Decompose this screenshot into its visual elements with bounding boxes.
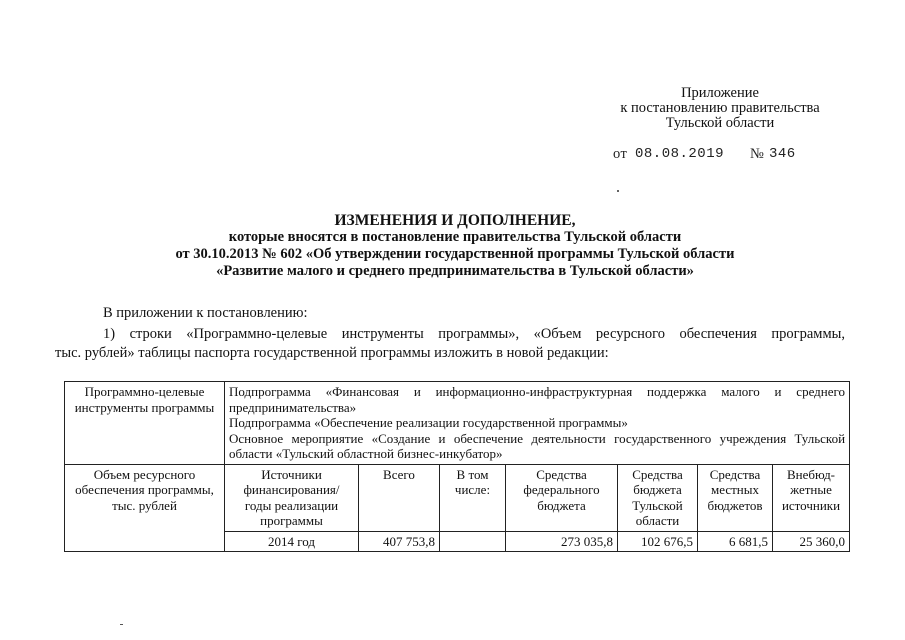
header-regional: Средства бюджета Тульской области <box>618 464 698 531</box>
header-total: Всего <box>359 464 440 531</box>
table-row <box>65 382 850 465</box>
header-extra: Внебюд-жетные источники <box>773 464 850 531</box>
body-paragraph-2-line2: тыс. рублей» таблицы паспорта государственной программы изложить в новой редакции: <box>55 345 609 361</box>
header-local: Средства местных бюджетов <box>698 464 773 531</box>
cell-total: 407 753,8 <box>359 531 440 552</box>
stamp-from-label: от <box>613 146 628 162</box>
stamp-date: 08.08.2019 <box>635 146 725 162</box>
table-row <box>65 464 850 531</box>
cell-extra: 25 360,0 <box>773 531 850 552</box>
cell-incl <box>440 531 506 552</box>
row2-label: Объем ресурсного обеспечения программы, тыс. рублей <box>65 464 225 552</box>
stamp-number-label: № <box>750 146 765 162</box>
title-line1: ИЗМЕНЕНИЯ И ДОПОЛНЕНИЕ, <box>334 212 576 229</box>
document-title <box>60 212 850 280</box>
appendix-line1: Приложение <box>681 85 759 101</box>
cell-federal: 273 035,8 <box>506 531 618 552</box>
header-sources: Источники финансирования/ годы реализации программы <box>225 464 359 531</box>
cell-year: 2014 год <box>225 531 359 552</box>
appendix-line2: к постановлению правительства <box>620 100 820 116</box>
row1-subprogram-2: Подпрограмма «Обеспечение реализации государственной программы» <box>229 415 628 430</box>
row1-main-event: Основное мероприятие «Создание и обеспечение деятельности государственного учреждения Тульской области «Тульский областной бизнес-инкубатор» <box>229 430 846 461</box>
body-paragraph-2-line1: 1) строки «Программно-целевые инструменты программы», «Объем ресурсного обеспечения программы, <box>103 326 845 342</box>
appendix-header <box>600 86 840 131</box>
header-incl: В том числе: <box>440 464 506 531</box>
row1-content <box>225 382 850 465</box>
scan-speck <box>617 190 619 192</box>
appendix-line3: Тульской области <box>665 115 775 131</box>
stamp-number: 346 <box>769 146 796 162</box>
title-line2: которые вносятся в постановление правительства Тульской области <box>228 229 682 245</box>
header-federal: Средства федерального бюджета <box>506 464 618 531</box>
body-paragraph-1: В приложении к постановлению: <box>103 305 308 321</box>
title-line3: от 30.10.2013 № 602 «Об утверждении государственной программы Тульской области <box>175 246 735 262</box>
scan-mark <box>120 624 123 625</box>
row1-subprogram-1: Подпрограмма «Финансовая и информационно-инфраструктурная поддержка малого и среднего предпринимательства» <box>229 384 846 415</box>
cell-local: 6 681,5 <box>698 531 773 552</box>
passport-table <box>64 381 850 552</box>
row1-label: Программно-целевые инструменты программы <box>65 382 225 465</box>
cell-regional: 102 676,5 <box>618 531 698 552</box>
title-line4: «Развитие малого и среднего предпринимательства в Тульской области» <box>216 263 694 279</box>
